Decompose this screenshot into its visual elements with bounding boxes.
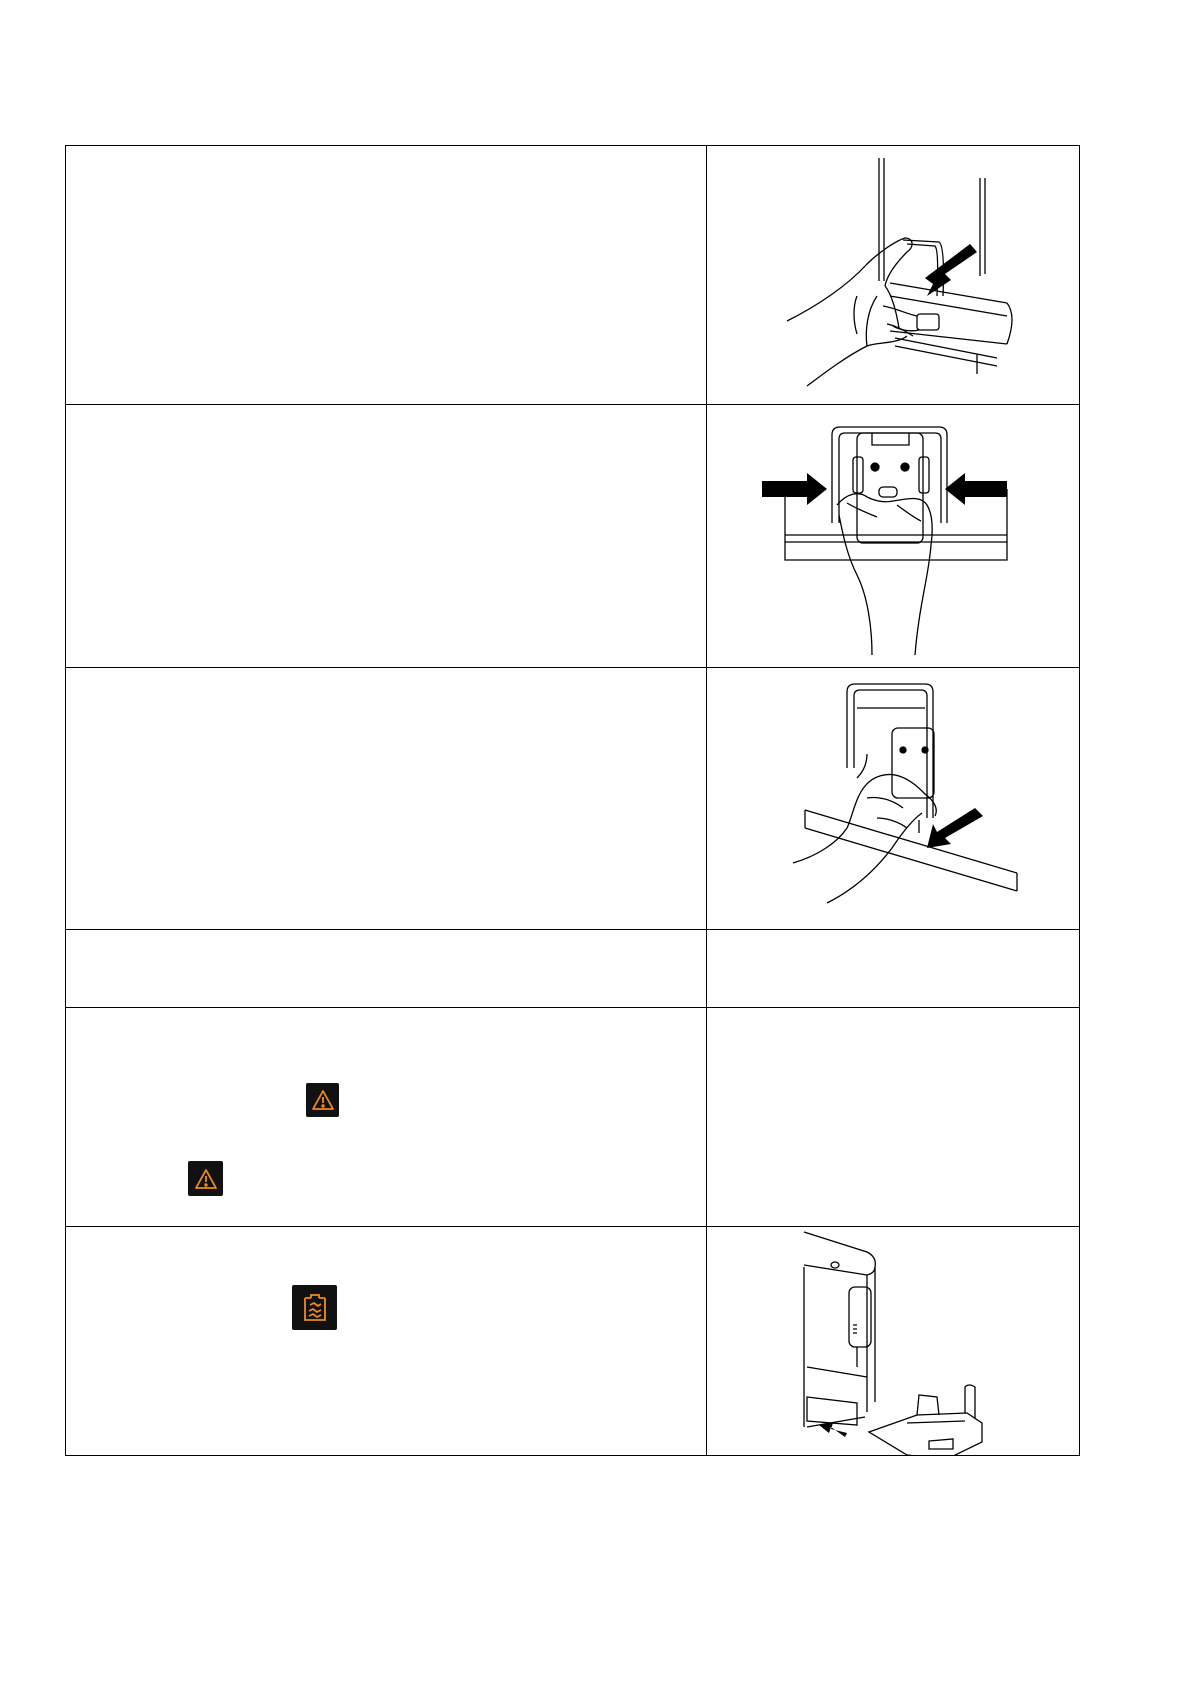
removing-drip-tray-illustration [707,1227,1079,1456]
step-image-cell [707,668,1080,930]
step-text-cell [66,930,707,1008]
table-row [66,1008,1080,1227]
step-text-cell [66,146,707,405]
step-text [66,1227,706,1247]
step-image-cell [707,1227,1080,1456]
table-row [66,146,1080,405]
pulling-out-module-illustration [707,668,1079,930]
step-text-cell [66,405,707,668]
warning-triangle-icon [306,1083,339,1117]
step-text-cell [66,1008,707,1227]
step-image-cell [707,930,1080,1008]
table-row [66,405,1080,668]
waste-container-full-icon [292,1285,337,1330]
step-text [66,1008,706,1028]
table-row [66,930,1080,1008]
table-row [66,1227,1080,1456]
step-text [66,146,706,166]
instruction-table [65,145,1080,1456]
warning-triangle-icon [188,1161,223,1196]
hand-pressing-tray-release-illustration [707,146,1079,405]
step-image-cell [707,146,1080,405]
table-row [66,668,1080,930]
step-text-cell [66,1227,707,1456]
step-image-cell [707,1008,1080,1227]
step-image-cell [707,405,1080,668]
hands-squeezing-side-clips-illustration [707,405,1079,668]
step-text [66,930,706,950]
step-text-cell [66,668,707,930]
step-text [66,405,706,425]
step-text [66,668,706,688]
